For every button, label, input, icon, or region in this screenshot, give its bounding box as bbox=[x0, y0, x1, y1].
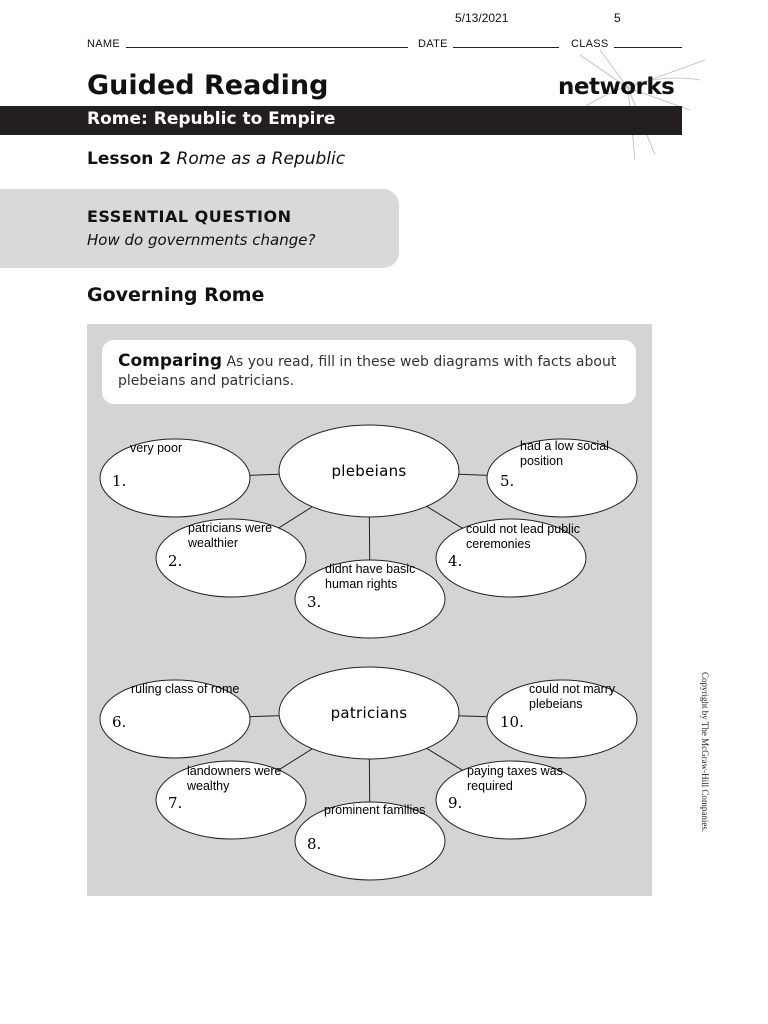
handwritten-answer[interactable]: didnt have basic bbox=[325, 562, 416, 576]
handwritten-answer[interactable]: landowners were bbox=[187, 764, 282, 778]
handwritten-answer[interactable]: wealthy bbox=[187, 779, 230, 793]
instructions-heading: Comparing bbox=[118, 351, 222, 371]
handwritten-answer[interactable]: could not lead public bbox=[466, 522, 580, 536]
item-number: 10. bbox=[500, 713, 524, 731]
lesson-label: Lesson 2 bbox=[87, 149, 172, 169]
handwritten-answer[interactable]: plebeians bbox=[529, 697, 583, 711]
networks-logo: networks bbox=[558, 74, 675, 100]
item-number: 7. bbox=[168, 794, 183, 812]
item-number: 9. bbox=[448, 794, 463, 812]
item-number: 6. bbox=[112, 713, 127, 731]
handwritten-answer[interactable]: ceremonies bbox=[466, 537, 531, 551]
handwritten-answer[interactable]: patricians were bbox=[188, 521, 273, 535]
item-number: 8. bbox=[307, 835, 322, 853]
essential-question-text: How do governments change? bbox=[87, 231, 316, 249]
item-number: 1. bbox=[112, 472, 127, 490]
section-title: Governing Rome bbox=[87, 284, 265, 306]
copyright-notice: Copyright by The McGraw-Hill Companies. bbox=[700, 672, 710, 833]
page-title: Guided Reading bbox=[87, 70, 329, 101]
plebeians-web bbox=[100, 425, 637, 638]
unit-title: Rome: Republic to Empire bbox=[87, 109, 336, 129]
handwritten-answer[interactable]: position bbox=[520, 454, 564, 468]
item-number: 3. bbox=[307, 593, 322, 611]
instructions-body: As you read, fill in these web diagrams with facts about plebeians and patricians. bbox=[118, 354, 617, 389]
name-label: NAME bbox=[87, 38, 120, 50]
handwritten-answer[interactable]: human rights bbox=[325, 577, 398, 591]
patricians-web bbox=[100, 667, 637, 880]
handwritten-answer[interactable]: ruling class of rome bbox=[131, 682, 240, 696]
item-number: 4. bbox=[448, 552, 463, 570]
handwritten-answer[interactable]: wealthier bbox=[188, 536, 239, 550]
center-label: plebeians bbox=[331, 462, 407, 480]
lesson-title: Rome as a Republic bbox=[176, 149, 346, 169]
handwritten-answer[interactable]: could not marry bbox=[529, 682, 616, 696]
date-value: 5/13/2021 bbox=[455, 11, 509, 25]
essential-question-label: ESSENTIAL QUESTION bbox=[87, 207, 292, 226]
date-label: DATE bbox=[418, 38, 448, 50]
handwritten-answer[interactable]: required bbox=[467, 779, 513, 793]
handwritten-answer[interactable]: paying taxes was bbox=[467, 764, 563, 778]
page-number: 5 bbox=[614, 11, 621, 25]
handwritten-answer[interactable]: had a low social bbox=[520, 439, 609, 453]
item-number: 2. bbox=[168, 552, 183, 570]
class-label: CLASS bbox=[571, 38, 609, 50]
handwritten-answer[interactable]: very poor bbox=[130, 441, 183, 455]
center-label: patricians bbox=[330, 704, 408, 722]
item-number: 5. bbox=[500, 472, 515, 490]
handwritten-answer[interactable]: prominent families bbox=[324, 803, 426, 817]
